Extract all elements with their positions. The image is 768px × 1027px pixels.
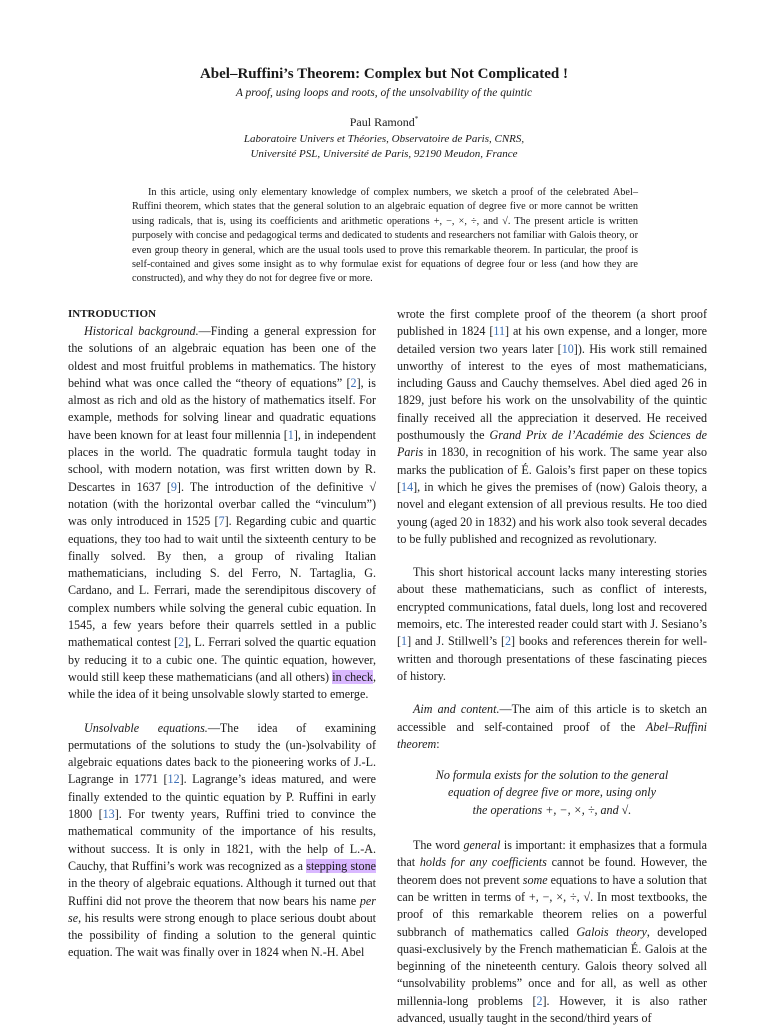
citation-link[interactable]: 11 <box>493 324 506 339</box>
short-history-paragraph <box>397 564 707 685</box>
right-column <box>397 306 707 1027</box>
affiliation-line-2: Université PSL, Université de Paris, 92190 Meudon, France <box>250 148 518 160</box>
citation-link[interactable]: 2 <box>350 375 357 390</box>
text-run: The word <box>413 838 464 853</box>
citation-link[interactable]: 1 <box>401 634 408 649</box>
text-run: ] books and references therein for well-written and thorough presentations of these fascinating pieces of history. <box>397 634 707 683</box>
highlighted-text[interactable]: stepping stone <box>306 858 376 873</box>
text-run: ], in independent places in the world. The quadratic formula taught today in school, with modern notation, was first written down by R. Descartes in 1637 [ <box>68 427 376 494</box>
citation-link[interactable]: 14 <box>401 479 414 494</box>
emphasis: general <box>463 838 501 853</box>
author-footnote-mark: * <box>414 115 419 123</box>
historical-background-paragraph <box>68 323 376 704</box>
abel-paragraph <box>397 306 707 548</box>
paper-title: Abel–Ruffini’s Theorem: Complex but Not Complicated ! <box>199 66 569 82</box>
theorem-line: equation of degree five or more, using only <box>447 785 656 800</box>
text-run: —The aim of this article is to sketch an accessible and self-contained proof of the <box>397 702 707 734</box>
text-run: equations to have a solution that can be written in terms of +, −, ×, ÷, √. In most textbooks, the proof of this remarkable theorem relies on a powerful subbranch of mathematics called <box>397 872 707 939</box>
citation-link[interactable]: 9 <box>170 479 177 494</box>
text-run: —The idea of examining permutations of the solutions to study the (un-)solvability of algebraic equations dates back to the pioneering works of J.-L. Lagrange in 1771 [ <box>68 720 376 787</box>
unsolvable-equations-paragraph <box>68 720 376 962</box>
general-paragraph <box>397 837 707 1027</box>
introduction-heading: INTRODUCTION <box>68 308 157 320</box>
theorem-statement <box>415 767 689 819</box>
highlighted-text[interactable]: in check <box>332 669 373 684</box>
text-run: ]. For twenty years, Ruffini tried to convince the mathematical community of the importance of his results, without success. It is only in 1821, with the help of L.-A. Cauchy, that Ruffini’s work was recognized as a <box>68 807 376 873</box>
citation-link[interactable]: 7 <box>218 514 225 529</box>
text-run: : <box>436 736 440 751</box>
text-run: , while the idea of it being unsolvable slowly started to emerge. <box>68 669 376 702</box>
text-run: ], in which he gives the premises of (now) Galois theory, a novel and elegant extension of all previous results. He too died young (aged 20 in 1832) and his work also took several decades to be fully published and recognized as revolutionary. <box>397 479 707 546</box>
text-run: ]). His work still remained unworthy of interest to the eyes of most mathematicians, including Gauss and Cauchy themselves. Abel died aged 26 in 1829, just before his work on the unsolvability of the quintic finally received all the appreciation it deserved. He received posthumously the <box>397 341 707 443</box>
left-column <box>68 306 376 962</box>
text-run: wrote the first complete proof of the theorem (a short proof published in 1824 [ <box>397 307 707 339</box>
text-run: ], L. Ferrari solved the quartic equation by reducing it to a cubic one. The quintic equation, however, would still keep these mathematicians (and all others) <box>68 635 376 684</box>
aim-paragraph <box>397 701 707 753</box>
theorem-line: No formula exists for the solution to the general <box>435 768 669 783</box>
text-run: ] and J. Stillwell’s [ <box>407 634 505 649</box>
emphasis: holds for any coefficients <box>419 855 547 870</box>
paper-subtitle: A proof, using loops and roots, of the unsolvability of the quintic <box>235 87 533 99</box>
text-run: ]. Regarding cubic and quartic equations, they too had to wait until the sixteenth century to be finally solved. By then, a group of rivaling Italian mathematicians, including S. del Ferro, N. Tartaglia, G. Cardano, and L. Ferrari, made the serendipitous discovery of complex numbers while solving the general cubic equation. In 1545, a few years before their quarrels settled in a public mathematical contest [ <box>68 514 377 650</box>
emphasis: Abel–Ruffini theorem <box>397 719 707 751</box>
emphasis: Galois theory <box>576 924 647 939</box>
text-run: , his results were strong enough to place serious doubt about the possibility of finding a solution to the general quintic equation. The wait was finally over in 1824 when N.-H. Abel <box>68 910 376 960</box>
citation-link[interactable]: 2 <box>536 993 543 1008</box>
affiliation-line-1: Laboratoire Univers et Théories, Observatoire de Paris, CNRS, <box>243 133 525 145</box>
text-run: ]. Lagrange’s ideas matured, and were finally extended to the quintic equation by P. Ruffini in early 1800 [ <box>68 772 376 822</box>
author-line <box>0 115 768 130</box>
paragraph-lead: Aim and content. <box>413 702 500 717</box>
emphasis: some <box>522 872 548 887</box>
text-run: ], is almost as rich and old as the history of mathematics itself. For example, methods for solving linear and quadratic equations have been known for at least four millennia [ <box>68 375 376 442</box>
text-run: This short historical account lacks many interesting stories about these mathematicians, such as conflict of interests, encrypted communications, fatal duels, long lost and recovered memoirs, etc. The interested reader could start with J. Sesiano’s [ <box>397 565 707 649</box>
emphasis: Grand Prix de l’Académie des Sciences de Paris <box>397 428 707 460</box>
citation-link[interactable]: 2 <box>504 634 512 649</box>
text-run: in the theory of algebraic equations. Although it turned out that Ruffini did not prove the theorem that now bears his name <box>68 876 376 908</box>
text-run: in 1830, in recognition of his work. The same year also marks the publication of É. Galois’s first paper on these topics [ <box>397 445 707 494</box>
citation-link[interactable]: 1 <box>287 427 294 442</box>
citation-link[interactable]: 12 <box>167 772 180 787</box>
text-run: , developed quasi-exclusively by the French mathematician É. Galois at the beginning of the nineteenth century. Galois theory solved all “unsolvability problems” once and for all, as well as other millennia-long problems [ <box>397 924 707 1008</box>
emphasis: per se <box>68 893 376 925</box>
text-run: ] at his own expense, and a longer, more detailed version two years later [ <box>397 324 707 356</box>
paragraph-lead: Unsolvable equations. <box>84 720 208 735</box>
citation-link[interactable]: 2 <box>178 635 185 650</box>
abstract: In this article, using only elementary knowledge of complex numbers, we sketch a proof of the celebrated Abel–Ruffini theorem, which states that the general solution to an algebraic equation of degree five or more cannot be written using radicals, that is, using its coefficients and arithmetic operations +, −, ×, ÷, and √. The present article is written purposely with concise and pedagogical terms and dedicated to students and researchers not familiar with Galois theory, or even group theory in general, which are the usual tools used to prove this remarkable theorem. In particular, the proof is self-contained and gives some insight as to why formulae exist for equations of degree four or less (and how they are constructed), and why they do not for degree five or more. <box>132 187 639 285</box>
text-run: ]. The introduction of the definitive √ notation (with the horizontal overbar called the “vinculum”) was only introduced in 1525 [ <box>68 479 376 529</box>
citation-link[interactable]: 10 <box>561 341 574 356</box>
text-run: ]. However, it is also rather advanced, usually taught in the second/third years of <box>397 993 707 1025</box>
text-run: is important: it emphasizes that a formula that <box>397 838 707 870</box>
text-run: —Finding a general expression for the solutions of an algebraic equation has been one of the oldest and most fruitful problems in mathematics. The history behind what was once called the “theory of equations” [ <box>68 324 376 390</box>
text-run: cannot be found. However, the theorem does not prevent <box>397 855 707 887</box>
paragraph-lead: Historical background. <box>84 324 199 338</box>
theorem-line: the operations +, −, ×, ÷, and √. <box>472 802 632 817</box>
author-name: Paul Ramond <box>349 115 415 129</box>
citation-link[interactable]: 13 <box>102 807 115 822</box>
